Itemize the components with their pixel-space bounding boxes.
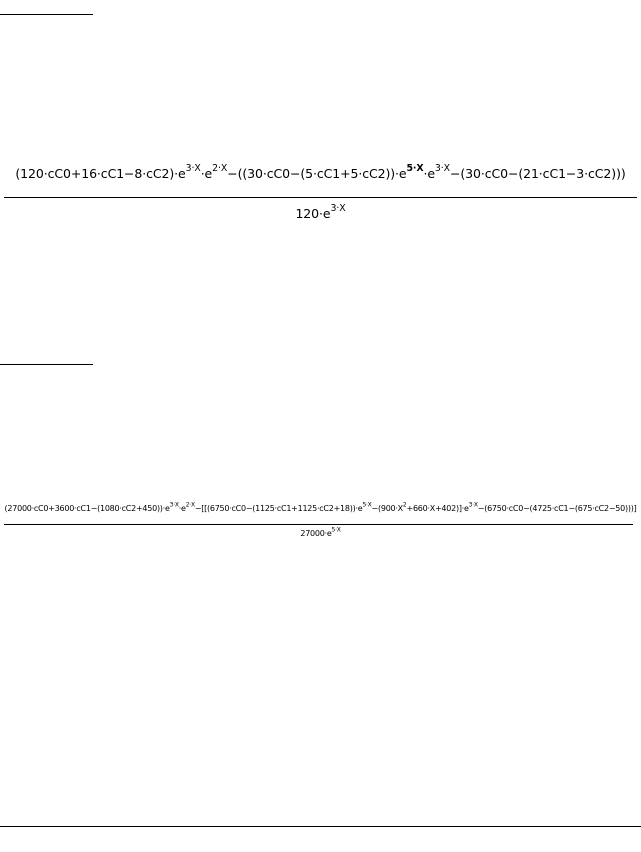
f1-num-term-c: −((30·cC0−(5·cC1+5·cC2))·e (227, 166, 407, 181)
f1-den-term-a: 120·e (295, 206, 331, 221)
f2-den-exp-a: 5·X (331, 526, 341, 534)
f2-num-term-b: ·e (178, 504, 186, 513)
formula-2-denominator (0, 526, 641, 538)
f2-num-exp-b: 2·X (185, 501, 195, 509)
f2-num-term-d: −(900·X (371, 504, 403, 513)
f1-num-exp-b: 2·X (212, 162, 228, 174)
f2-num-exp-d: 2 (402, 501, 407, 509)
formula-2-numerator (0, 501, 641, 513)
formula-2 (0, 498, 641, 558)
f1-num-term-d: ·e (423, 166, 435, 181)
f2-num-exp-a: 3·X (169, 501, 179, 509)
f2-num-term-f: −(6750·cC0−(4725·cC1−(675·cC2−50)))] (477, 504, 637, 513)
f2-num-exp-e: 3·X (468, 501, 478, 509)
f1-num-exp-c: 5·X (406, 162, 424, 174)
f1-num-exp-d: 3·X (434, 162, 450, 174)
f2-num-exp-c: 5·X (362, 501, 372, 509)
formula-1-numerator (0, 162, 641, 181)
f2-num-term-c: −[[(6750·cC0−(1125·cC1+1125·cC2+18))·e (194, 504, 363, 513)
formula-1-fraction-bar (4, 197, 637, 198)
f1-num-term-e: −(30·cC0−(21·cC1−3·cC2))) (449, 166, 626, 181)
section-rule (0, 364, 93, 365)
f2-den-term-a: 27000·e (300, 529, 332, 538)
bottom-rule (0, 826, 641, 827)
formula-2-fraction-bar (4, 524, 633, 525)
f2-num-term-e: +660·X+402)]·e (406, 504, 469, 513)
f2-num-term-a: (27000·cC0+3600·cC1−(1080·cC2+450))·e (4, 504, 170, 513)
f1-num-term-a: (120·cC0+16·cC1−8·cC2)·e (15, 166, 186, 181)
f1-den-exp-a: 3·X (330, 202, 346, 214)
formula-1 (0, 160, 641, 230)
f1-num-term-b: ·e (200, 166, 213, 181)
f1-num-exp-a: 3·X (185, 162, 201, 174)
formula-1-denominator (0, 202, 641, 221)
top-rule (0, 14, 93, 15)
